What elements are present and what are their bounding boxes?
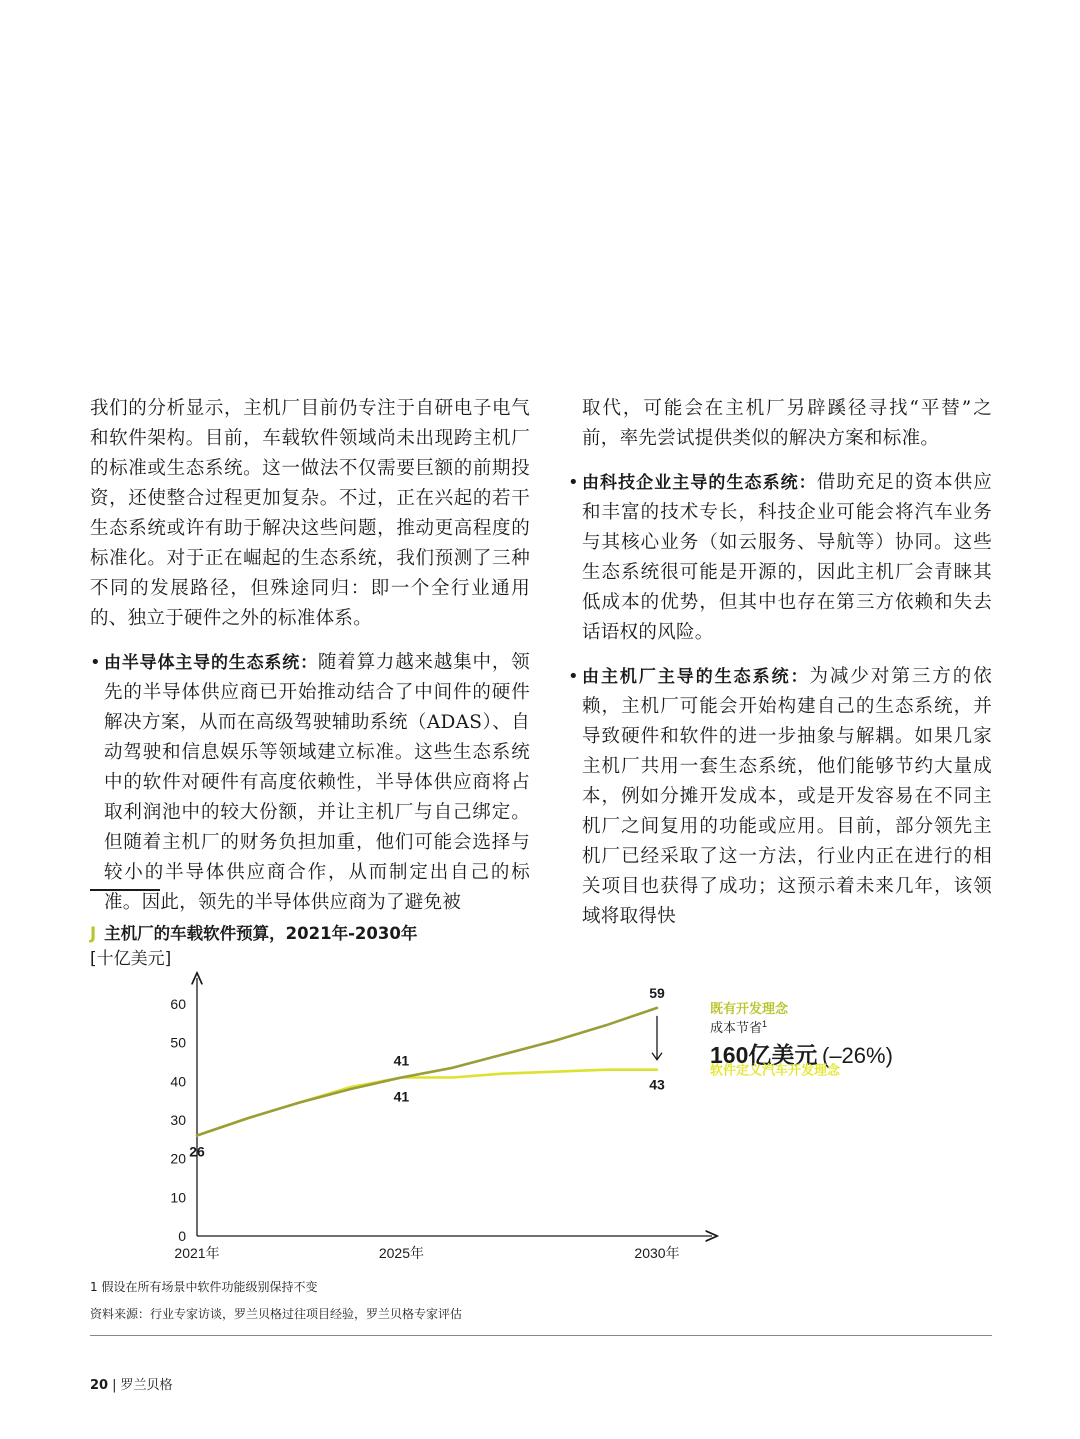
footer-divider (90, 1335, 992, 1336)
series-line-sdv (197, 1070, 657, 1136)
data-label-2030-existing: 59 (649, 984, 665, 1001)
bullet-icon: • (90, 652, 101, 673)
bullet-tech-heading: 由科技企业主导的生态系统： (582, 473, 817, 493)
y-tick-label: 30 (170, 1112, 186, 1128)
line-chart (0, 960, 1080, 1280)
bullet-semiconductor-heading: 由半导体主导的生态系统： (104, 653, 318, 673)
figure-title (90, 920, 417, 944)
bullet-oem-body: 为减少对第三方的依赖，主机厂可能会开始构建自己的生态系统，并导致硬件和软件的进一步抽象与解耦。如果几家主机厂共用一套生态系统，他们能够节约大量成本，例如分摊开发成本，或是开发容易在不同主机厂之间复用的功能或应用。目前，部分领先主机厂已经采取了这一方法，行业内正在进行的相关项目也获得了成功；这预示着未来几年，该领域将取得快 (582, 666, 992, 927)
page-number: 20 (90, 1378, 109, 1393)
legend-sdv: 软件定义汽车开发理念 (710, 1062, 841, 1078)
bullet-tech-body: 借助充足的资本供应和丰富的技术专长，科技企业可能会将汽车业务与其核心业务（如云服务、导航等）协同。这些生态系统很可能是开源的，因此主机厂会青睐其低成本的优势，但其中也存在第三方依赖和失去话语权的风险。 (582, 472, 993, 643)
figure-unit: [十亿美元] (90, 949, 172, 969)
y-tick-label: 50 (170, 1034, 186, 1051)
savings-percent: (–26%) (822, 1043, 893, 1068)
footnote: 1 假设在所有场景中软件功能级别保持不变 (90, 1280, 318, 1294)
bullet-oem (568, 662, 992, 932)
bullet-semiconductor-body: 随着算力越来越集中，领先的半导体供应商已开始推动结合了中间件的硬件解决方案，从而在高级驾驶辅助系统（ADAS）、自动驾驶和信息娱乐等领域建立标准。这些生态系统中的软件对硬件有高度依赖性，半导体供应商将占取利润池中的较大份额，并让主机厂与自己绑定。但随着主机厂的财务负担加重，他们可能会选择与较小的半导体供应商合作，从而制定出自己的标准。因此，领先的半导体供应商为了避免被 (104, 652, 530, 913)
x-tick-label: 2030年 (634, 1245, 680, 1261)
y-tick-label: 10 (170, 1189, 186, 1206)
data-label-2030-sdv: 43 (649, 1076, 665, 1093)
bullet-oem-heading: 由主机厂主导的生态系统： (582, 667, 810, 687)
legend-existing: 既有开发理念 (710, 1000, 789, 1016)
data-label-2025-existing: 41 (393, 1052, 410, 1069)
savings-label: 成本节省$^1$ (710, 1019, 768, 1035)
savings-value: 160亿美元 (710, 1042, 818, 1068)
data-label-2021: 26 (189, 1143, 205, 1160)
savings-footnote-mark: 1 (762, 1019, 768, 1029)
y-tick-label: 60 (170, 996, 186, 1012)
data-label-2025-sdv: 41 (393, 1088, 410, 1105)
bullet-semiconductor (90, 648, 530, 918)
bullet-tech (568, 468, 992, 648)
bullet-icon: • (568, 472, 579, 493)
footer-separator: | (112, 1378, 117, 1393)
page-footer (90, 1374, 173, 1393)
left-text-column (90, 394, 530, 932)
y-tick-label: 0 (178, 1228, 186, 1244)
source-note: 资料来源：行业专家访谈，罗兰贝格过往项目经验，罗兰贝格专家评估 (90, 1307, 463, 1321)
figure-letter: J (90, 924, 97, 943)
bullet-icon: • (568, 666, 579, 687)
section-divider (90, 889, 160, 891)
intro-paragraph: 我们的分析显示，主机厂目前仍专注于自研电子电气和软件架构。目前，车载软件领域尚未出现跨主机厂的标准或生态系统。这一做法不仅需要巨额的前期投资，还使整合过程更加复杂。不过，正在兴起的若干生态系统或许有助于解决这些问题，推动更高程度的标准化。对于正在崛起的生态系统，我们预测了三种不同的发展路径，但殊途同归：即一个全行业通用的、独立于硬件之外的标准体系。 (90, 398, 530, 629)
footer-brand: 罗兰贝格 (120, 1378, 173, 1393)
continuation-paragraph: 取代，可能会在主机厂另辟蹊径寻找“平替”之前，率先尝试提供类似的解决方案和标准。 (582, 398, 992, 449)
x-tick-label: 2025年 (378, 1245, 425, 1261)
x-tick-label: 2021年 (174, 1245, 220, 1261)
figure-title-text: 主机厂的车载软件预算，2021年-2030年 (104, 924, 418, 943)
y-tick-label: 20 (170, 1150, 186, 1167)
y-tick-label: 40 (170, 1073, 186, 1090)
right-text-column (568, 394, 992, 946)
